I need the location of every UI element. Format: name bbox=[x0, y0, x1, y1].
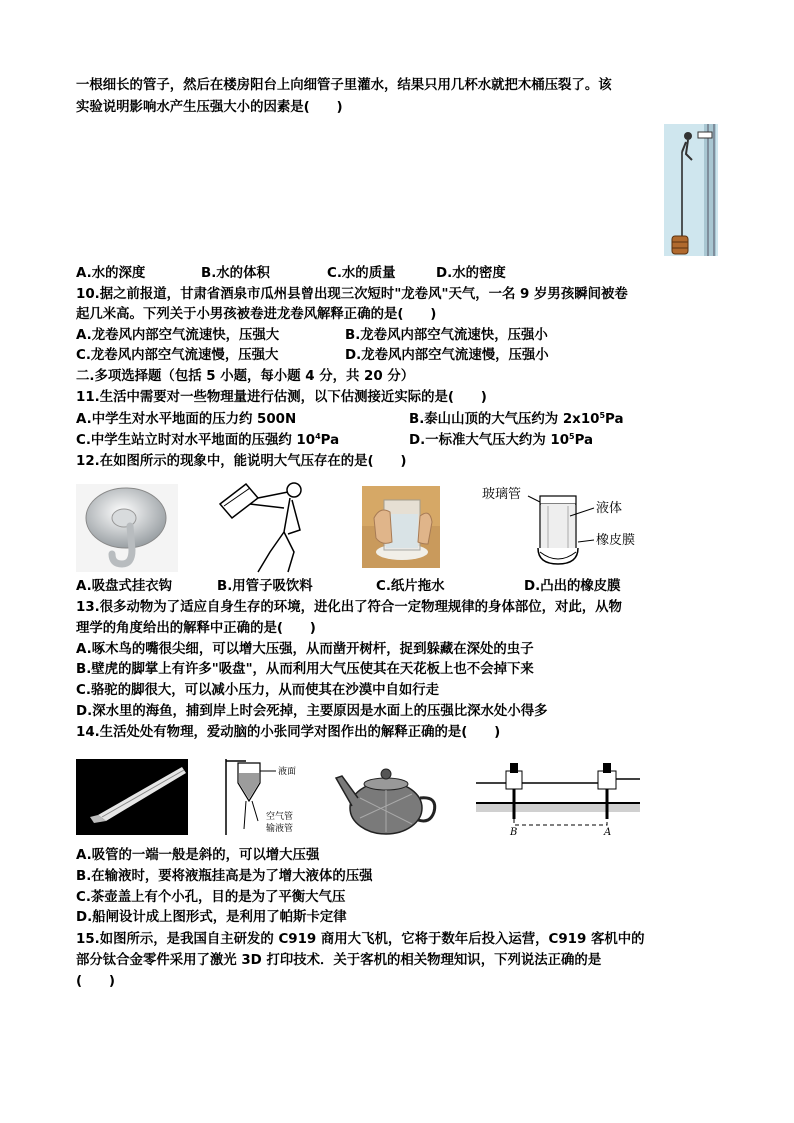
q14-option-a[interactable]: A.吸管的一端一般是斜的，可以增大压强 bbox=[76, 848, 320, 863]
q12-paper-water-glass-figure bbox=[362, 486, 440, 568]
q10-stem-line2: 起几米高。下列关于小男孩被卷进龙卷风解释正确的是( ) bbox=[76, 307, 437, 322]
section-2-heading: 二.多项选择题（包括 5 小题，每小题 4 分，共 20 分） bbox=[76, 369, 415, 384]
q14-stem: 14.生活处处有物理，爱动脑的小张同学对图作出的解释正确的是( ) bbox=[76, 725, 501, 740]
q11-option-d-text: D.一标准大气压大约为 10 bbox=[409, 433, 570, 448]
lock-b-label: B bbox=[510, 827, 518, 837]
q9-stem-line1: 一根细长的管子，然后在楼房阳台上向细管子里灌水，结果只用几杯水就把木桶压裂了。该 bbox=[76, 78, 612, 93]
q14-ship-lock-figure bbox=[476, 757, 640, 837]
rubber-membrane-label: 橡皮膜 bbox=[596, 533, 636, 548]
q12-option-b[interactable]: B.用管子吸饮料 bbox=[217, 579, 313, 594]
q9-option-a[interactable]: A.水的深度 bbox=[76, 266, 146, 281]
q13-option-c[interactable]: C.骆驼的脚很大，可以减小压力，从而使其在沙漠中自如行走 bbox=[76, 683, 440, 698]
q9-stem-line2: 实验说明影响水产生压强大小的因素是( ) bbox=[76, 100, 343, 115]
q11-option-a[interactable]: A.中学生对水平地面的压力约 500N bbox=[76, 412, 297, 427]
q14-teapot-figure bbox=[330, 754, 440, 838]
q12-drinking-straw-figure bbox=[214, 478, 318, 576]
q11-option-b-text: B.泰山山顶的大气压约为 2x10 bbox=[409, 412, 600, 427]
q11-option-b-exponent: 5 bbox=[599, 411, 606, 420]
q14-option-c[interactable]: C.茶壶盖上有个小孔，目的是为了平衡大气压 bbox=[76, 890, 346, 905]
q11-option-b[interactable] bbox=[409, 410, 624, 430]
liquid-surface-label: 液面 bbox=[278, 767, 297, 777]
q12-option-d[interactable]: D.凸出的橡皮膜 bbox=[524, 579, 621, 594]
q12-option-c[interactable]: C.纸片拖水 bbox=[376, 579, 445, 594]
q11-option-d[interactable] bbox=[409, 431, 593, 451]
q14-option-b[interactable]: B.在输液时，要将液瓶挂高是为了增大液体的压强 bbox=[76, 869, 373, 884]
q11-option-d-exponent: 5 bbox=[569, 432, 575, 441]
q10-option-a[interactable]: A.龙卷风内部空气流速快，压强大 bbox=[76, 328, 280, 343]
q14-infusion-figure bbox=[216, 757, 314, 835]
q14-option-d[interactable]: D.船闸设计成上图形式，是利用了帕斯卡定律 bbox=[76, 910, 347, 925]
q12-option-a[interactable]: A.吸盘式挂衣钩 bbox=[76, 579, 173, 594]
q13-stem-line2: 理学的角度给出的解释中正确的是( ) bbox=[76, 621, 316, 636]
q10-option-b[interactable]: B.龙卷风内部空气流速快，压强小 bbox=[345, 328, 548, 343]
liquid-label: 液体 bbox=[596, 501, 623, 516]
infusion-tube-label: 输液管 bbox=[266, 824, 294, 834]
q12-suction-hook-figure bbox=[76, 484, 178, 572]
q9-option-d[interactable]: D.水的密度 bbox=[436, 266, 506, 281]
q14-straw-figure bbox=[76, 759, 188, 835]
q10-option-d[interactable]: D.龙卷风内部空气流速慢，压强小 bbox=[345, 348, 549, 363]
q11-stem: 11.生活中需要对一些物理量进行估测，以下估测接近实际的是( ) bbox=[76, 390, 487, 405]
q11-option-d-unit: Pa bbox=[574, 433, 594, 448]
q9-pipe-barrel-figure bbox=[664, 124, 718, 256]
q13-option-a[interactable]: A.啄木鸟的嘴很尖细，可以增大压强，从而凿开树杆，捉到躲藏在深处的虫子 bbox=[76, 642, 534, 657]
q11-option-c-unit: Pa bbox=[320, 433, 340, 448]
q11-option-c-exponent: 4 bbox=[315, 432, 321, 441]
lock-a-label: A bbox=[604, 827, 612, 837]
q11-option-c-text: C.中学生站立时对水平地面的压强约 10 bbox=[76, 433, 316, 448]
q15-stem-line2: 部分钛合金零件采用了激光 3D 打印技术．关于客机的相关物理知识，下列说法正确的是 bbox=[76, 953, 602, 968]
q9-option-b[interactable]: B.水的体积 bbox=[201, 266, 270, 281]
glass-tube-label: 玻璃管 bbox=[482, 487, 522, 502]
q9-option-c[interactable]: C.水的质量 bbox=[327, 266, 396, 281]
q11-option-c[interactable] bbox=[76, 431, 339, 451]
q11-option-b-unit: Pa bbox=[605, 412, 624, 427]
q13-option-b[interactable]: B.壁虎的脚掌上有许多"吸盘"，从而利用大气压使其在天花板上也不会掉下来 bbox=[76, 662, 534, 677]
q15-stem-line1: 15.如图所示，是我国自主研发的 C919 商用大飞机，它将于数年后投入运营，C919 客机中的 bbox=[76, 932, 645, 947]
q13-stem-line1: 13.很多动物为了适应自身生存的环境，进化出了符合一定物理规律的身体部位，对此，从物 bbox=[76, 600, 622, 615]
q10-stem-line1: 10.据之前报道，甘肃省酒泉市瓜州县曾出现三次短时"龙卷风"天气，一名 9 岁男孩瞬间被卷 bbox=[76, 287, 628, 302]
q12-rubber-membrane-figure bbox=[478, 482, 638, 574]
q12-stem: 12.在如图所示的现象中，能说明大气压存在的是( ) bbox=[76, 454, 407, 469]
q13-option-d[interactable]: D.深水里的海鱼，捕到岸上时会死掉，主要原因是水面上的压强比深水处小得多 bbox=[76, 704, 548, 719]
q10-option-c[interactable]: C.龙卷风内部空气流速慢，压强大 bbox=[76, 348, 279, 363]
q15-stem-line3: ( ) bbox=[76, 974, 116, 989]
air-tube-label: 空气管 bbox=[266, 812, 294, 822]
